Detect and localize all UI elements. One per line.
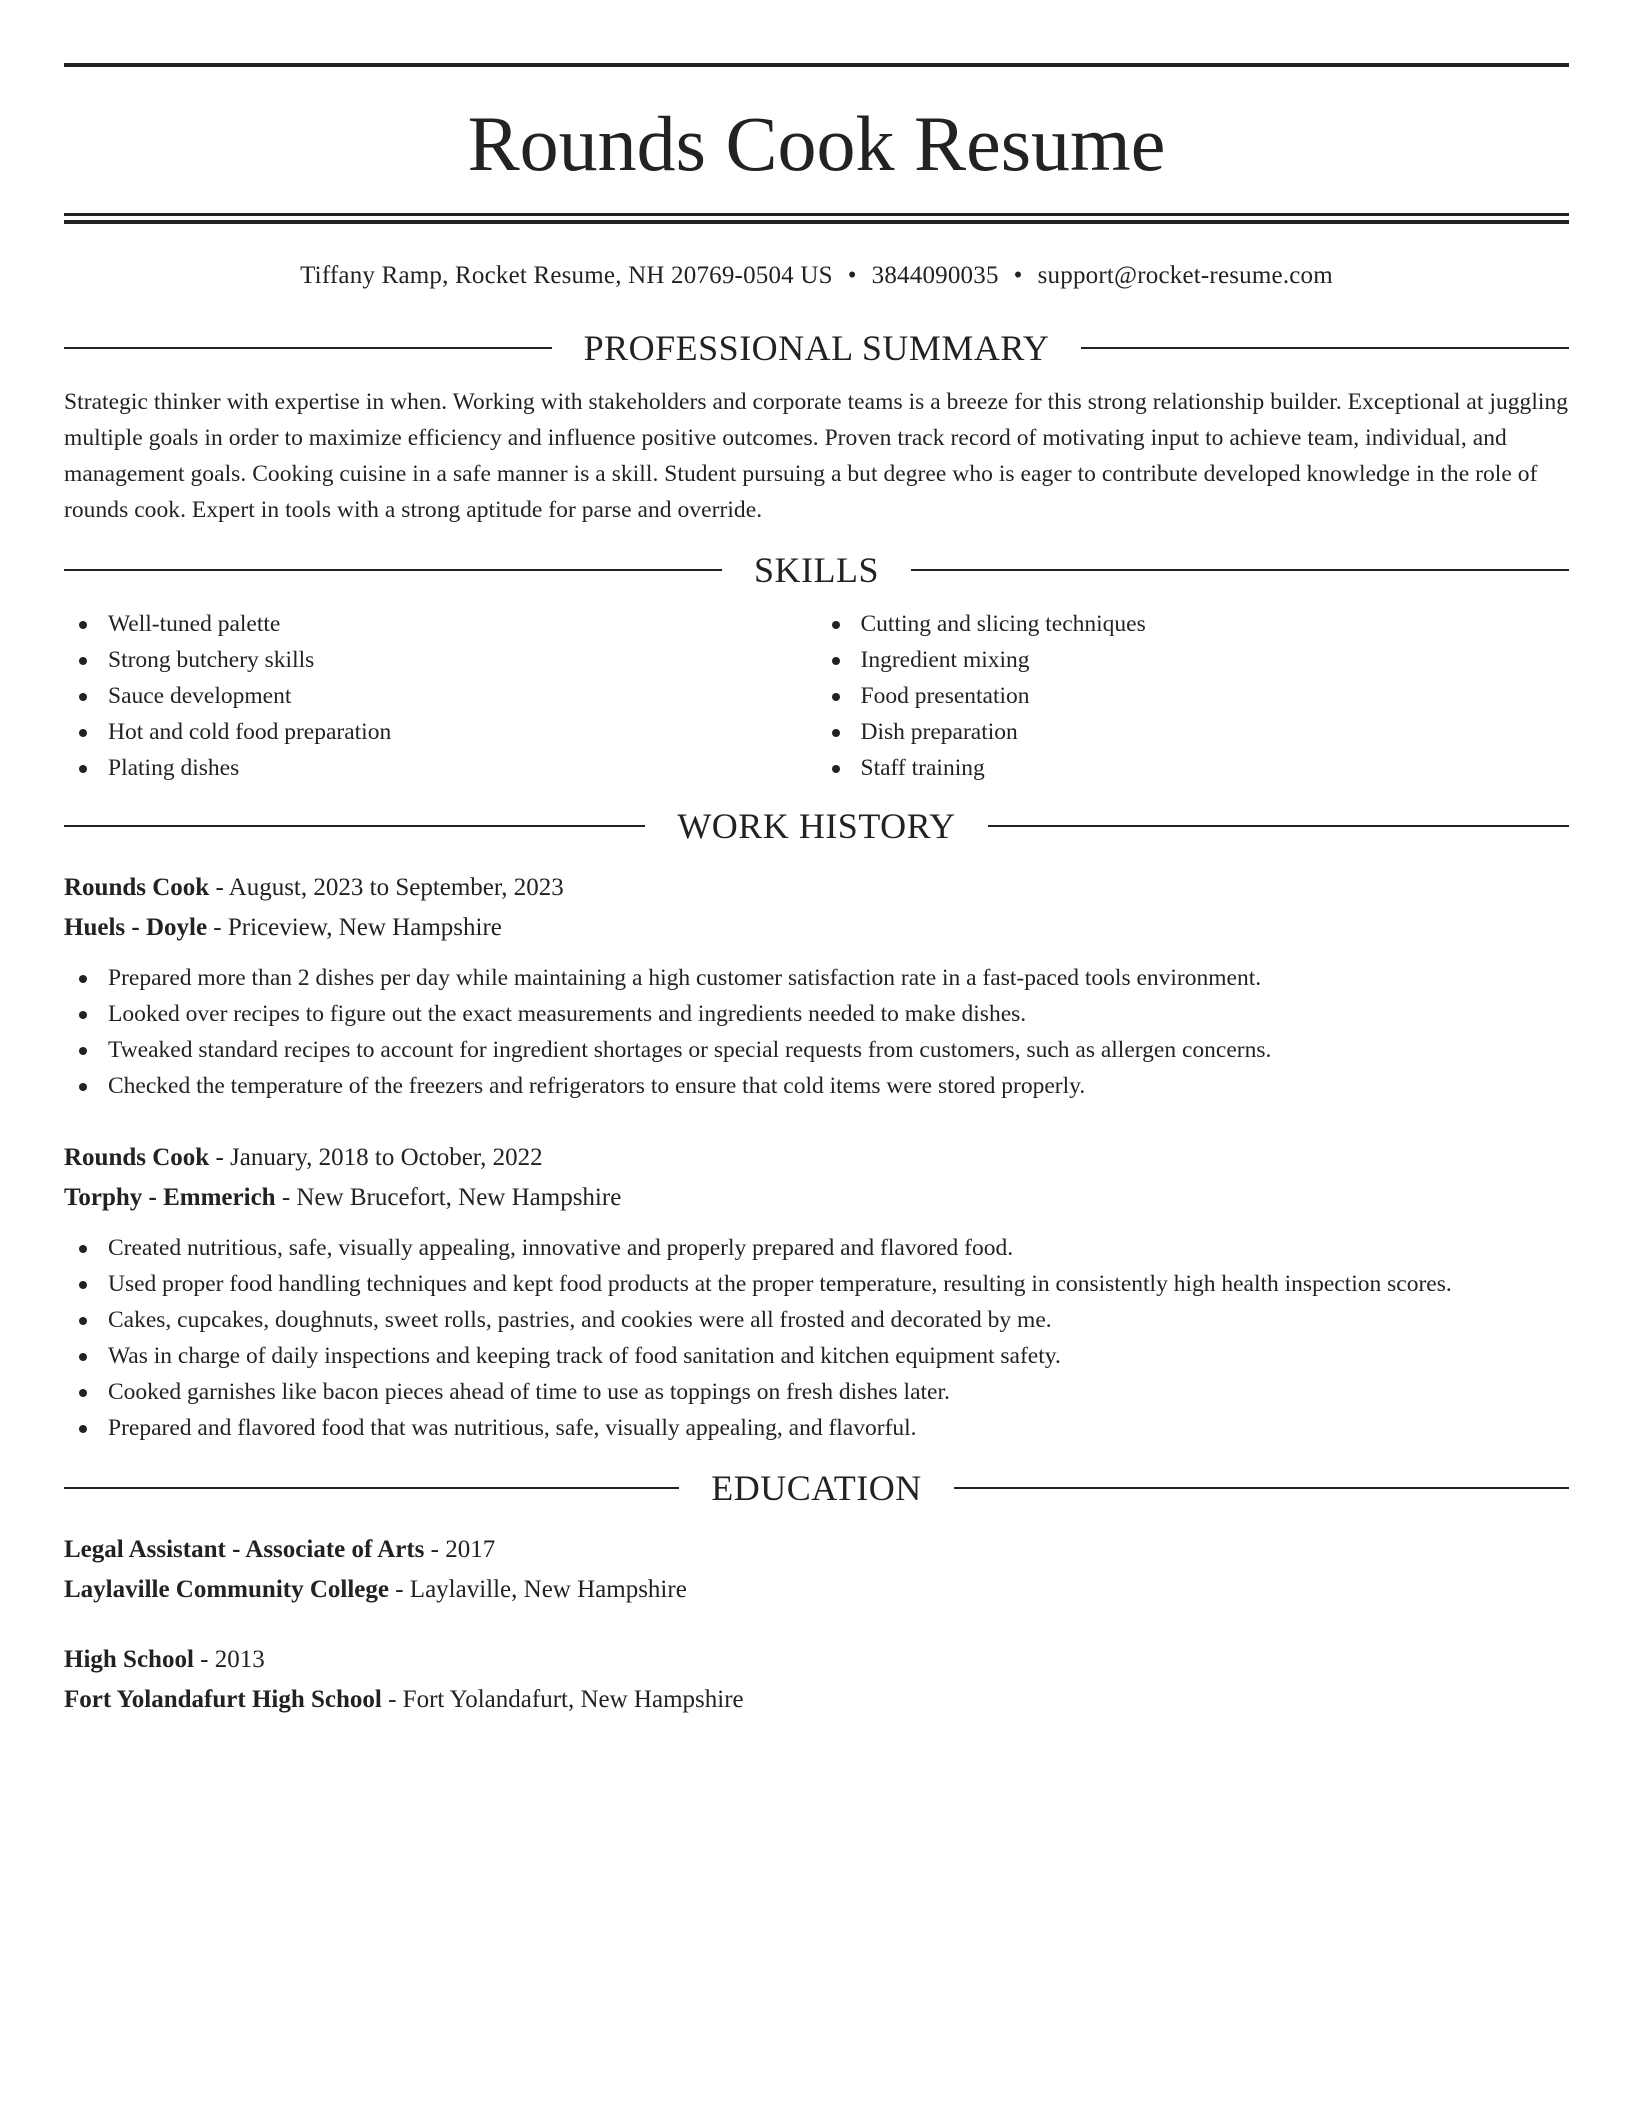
degree-year: - 2017 [430,1536,496,1563]
contact-separator: • [1013,262,1023,289]
heading-rule [988,825,1569,827]
skills-column-right [817,606,1570,786]
bullet-dot [832,693,840,701]
bullet-dot [79,1353,87,1361]
bullet-dot [79,1011,87,1019]
duty-item [64,1266,1569,1302]
school-location: - Laylaville, New Hampshire [395,1576,687,1603]
duty-text: Cakes, cupcakes, doughnuts, sweet rolls, pastries, and cookies were all frosted and decorated by me. [108,1307,1052,1333]
resume-page [64,63,1569,1720]
skill-item [64,750,817,786]
bullet-dot [79,1245,87,1253]
skill-label: Staff training [860,755,985,781]
work-heading-label: WORK HISTORY [677,806,956,846]
duty-item [64,1032,1569,1068]
skill-label: Dish preparation [860,719,1018,745]
skills-heading-label: SKILLS [754,550,880,590]
duty-item [64,1230,1569,1266]
bullet-dot [79,621,87,629]
bullet-dot [79,1083,87,1091]
skill-item [817,642,1570,678]
contact-email: support@rocket-resume.com [1037,262,1333,289]
degree-year: - 2013 [200,1646,265,1673]
employer-name: Huels - Doyle [64,914,208,941]
heading-rule [64,825,645,827]
skill-item [817,714,1570,750]
duty-text: Checked the temperature of the freezers and refrigerators to ensure that cold items were stored properly. [108,1073,1086,1099]
duty-text: Tweaked standard recipes to account for ingredient shortages or special requests from customers, such as allergen concerns. [108,1037,1272,1063]
heading-rule [911,569,1569,571]
skills-column-left [64,606,817,786]
school-name: Laylaville Community College [64,1576,389,1603]
duty-item [64,1338,1569,1374]
education-heading [64,1468,1569,1508]
education-heading-label: EDUCATION [711,1468,922,1508]
duty-text: Prepared more than 2 dishes per day while maintaining a high customer satisfaction rate in a fast-paced tools environment. [108,965,1262,991]
job-title-line [64,1138,1569,1178]
skill-label: Hot and cold food preparation [108,719,392,745]
title-double-rule [64,213,1569,224]
bullet-dot [79,765,87,773]
duty-text: Created nutritious, safe, visually appealing, innovative and properly prepared and flavored food. [108,1235,1014,1261]
skills-list [64,606,1569,786]
bullet-dot [79,975,87,983]
skill-label: Cutting and slicing techniques [860,611,1146,637]
school-line [64,1680,1569,1720]
summary-heading [64,328,1569,368]
job-duties [64,960,1569,1104]
degree-name: Legal Assistant - Associate of Arts [64,1536,425,1563]
skill-item [817,678,1570,714]
skill-label: Well-tuned palette [108,611,281,637]
heading-rule [954,1487,1569,1489]
bullet-dot [79,1389,87,1397]
school-location: - Fort Yolandafurt, New Hampshire [388,1686,744,1713]
bullet-dot [832,729,840,737]
skill-item [64,606,817,642]
education-entry [64,1530,1569,1610]
job-dates: - January, 2018 to October, 2022 [215,1144,543,1171]
duty-text: Cooked garnishes like bacon pieces ahead of time to use as toppings on fresh dishes later. [108,1379,950,1405]
bullet-dot [79,729,87,737]
skills-heading [64,550,1569,590]
summary-text: Strategic thinker with expertise in when. Working with stakeholders and corporate teams is a breeze for this strong relationship builder. Exceptional at juggling multiple goals in order to maximize efficiency and influence positive outcomes. Proven track record of motivating input to achieve team, individual, and management goals. Cooking cuisine in a safe manner is a skill. Student pursuing a but degree who is eager to contribute developed knowledge in the role of rounds cook. Expert in tools with a strong aptitude for parse and override. [64,389,1569,523]
duty-text: Prepared and flavored food that was nutritious, safe, visually appealing, and flavorful. [108,1415,917,1441]
duty-text: Looked over recipes to figure out the exact measurements and ingredients needed to make dishes. [108,1001,1027,1027]
skill-label: Ingredient mixing [860,647,1030,673]
bullet-dot [79,1047,87,1055]
skill-label: Sauce development [108,683,292,709]
bullet-dot [79,693,87,701]
job-dates: - August, 2023 to September, 2023 [215,874,564,901]
contact-separator: • [847,262,857,289]
bullet-dot [832,657,840,665]
skill-item [817,750,1570,786]
work-heading [64,806,1569,846]
job-title: Rounds Cook [64,1144,210,1171]
heading-rule [1081,347,1569,349]
bullet-dot [79,1317,87,1325]
skill-label: Plating dishes [108,755,240,781]
bullet-dot [79,1281,87,1289]
degree-line [64,1530,1569,1570]
duty-item [64,1374,1569,1410]
heading-rule [64,347,552,349]
skill-item [64,678,817,714]
skill-item [64,642,817,678]
duty-item [64,996,1569,1032]
work-entry [64,1138,1569,1446]
bullet-dot [832,621,840,629]
employer-line [64,1178,1569,1218]
duty-item [64,960,1569,996]
job-title: Rounds Cook [64,874,210,901]
duty-item [64,1302,1569,1338]
heading-rule [64,569,722,571]
school-name: Fort Yolandafurt High School [64,1686,382,1713]
duty-item [64,1410,1569,1446]
job-duties [64,1230,1569,1446]
duty-text: Used proper food handling techniques and kept food products at the proper temperature, resulting in consistently high health inspection scores. [108,1271,1452,1297]
employer-location: - Priceview, New Hampshire [213,914,502,941]
summary-heading-label: PROFESSIONAL SUMMARY [583,328,1050,368]
heading-rule [64,1487,679,1489]
job-title-line [64,868,1569,908]
bullet-dot [832,765,840,773]
bullet-dot [79,1425,87,1433]
skill-item [64,714,817,750]
work-entry [64,868,1569,1104]
employer-location: - New Brucefort, New Hampshire [281,1184,622,1211]
employer-name: Torphy - Emmerich [64,1184,276,1211]
skill-label: Strong butchery skills [108,647,315,673]
duty-text: Was in charge of daily inspections and keeping track of food sanitation and kitchen equipment safety. [108,1343,1061,1369]
skill-item [817,606,1570,642]
education-entry [64,1640,1569,1720]
contact-line [64,260,1569,292]
degree-line [64,1640,1569,1680]
duty-item [64,1068,1569,1104]
skill-label: Food presentation [860,683,1030,709]
resume-title: Rounds Cook Resume [467,100,1166,187]
school-line [64,1570,1569,1610]
top-rule [64,63,1569,67]
contact-address: Tiffany Ramp, Rocket Resume, NH 20769-0504 US [300,262,833,289]
contact-phone: 3844090035 [871,262,999,289]
degree-name: High School [64,1646,194,1673]
bullet-dot [79,657,87,665]
employer-line [64,908,1569,948]
